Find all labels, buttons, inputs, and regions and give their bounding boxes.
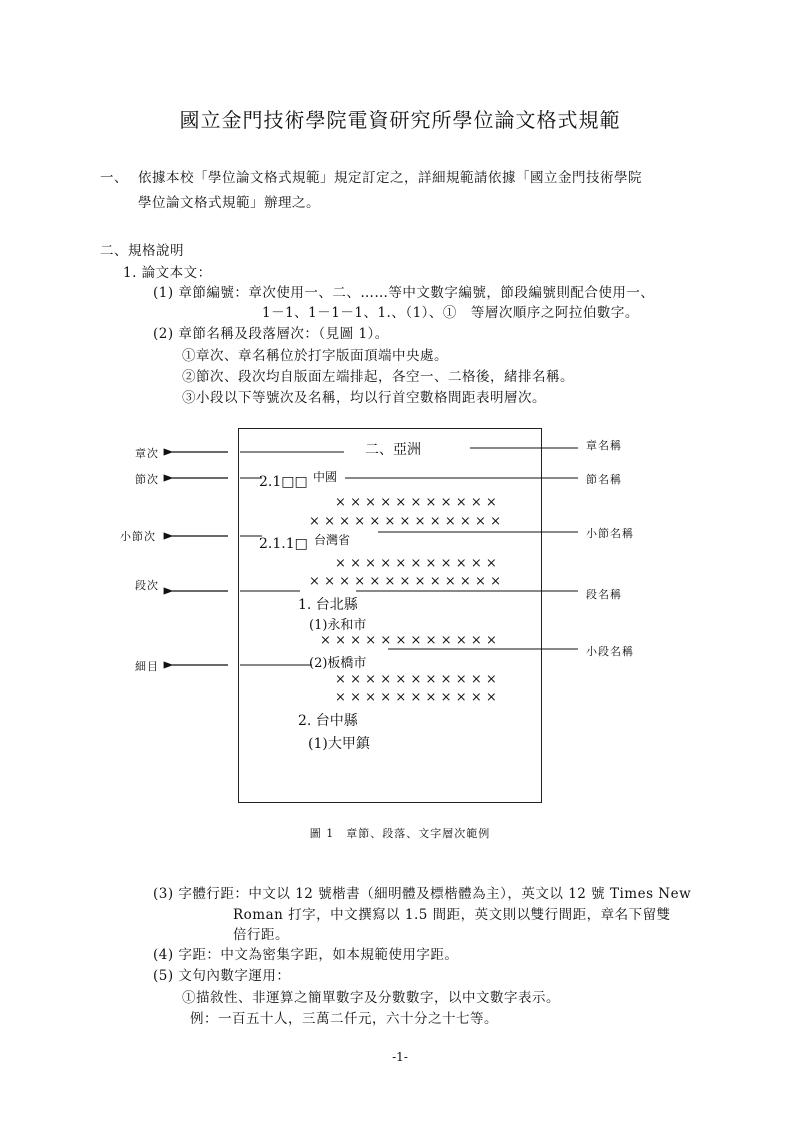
item2-c: ③小段以下等號次及名稱，均以行首空數格間距表明層次。 <box>182 390 546 406</box>
item5-a: ①描敘性、非運算之簡單數字及分數數字，以中文數字表示。 <box>182 990 560 1006</box>
item1-line1: (1) 章節編號：章次使用一、二、……等中文數字編號，節段編號則配合使用一、 <box>153 285 655 301</box>
label-subparagraph-name: 小段名稱 <box>586 645 634 658</box>
item2: (2) 章節名稱及段落層次：（見圖 1）。 <box>153 326 389 342</box>
label-subsection-name: 小節名稱 <box>586 527 634 540</box>
fig-para1-sub2: (2)板橋市 <box>309 656 367 671</box>
item5-example: 例：一百五十人，三萬二仟元，六十分之十七等。 <box>190 1011 498 1027</box>
figure-caption: 圖 1 章節、段落、文字層次範例 <box>309 827 491 840</box>
item3-line2: Roman 打字，中文撰寫以 1.5 間距，英文則以雙行間距，章名下留雙 <box>233 907 671 923</box>
label-paragraph: 段次 <box>135 579 159 592</box>
label-subsection: 小節次 <box>120 530 156 543</box>
label-chapter-name: 章名稱 <box>586 439 622 452</box>
label-section: 節次 <box>135 473 159 486</box>
section1-line2: 學位論文格式規範」辦理之。 <box>138 195 320 211</box>
fig-x-row-5: ×××××××××××× <box>320 633 502 648</box>
item2-b: ②節次、段次均自版面左端排起，各空一、二格後，緒排名稱。 <box>182 369 574 385</box>
fig-para2-sub1: (1)大甲鎮 <box>308 736 370 752</box>
item1-line2: 1－1、1－1－1、1.、（1）、① 等層次順序之阿拉伯數字。 <box>262 305 639 321</box>
fig-section-no: 2.1□□ <box>259 474 308 490</box>
fig-para2: 2. 台中縣 <box>298 713 358 729</box>
item5: (5) 文句內數字運用： <box>153 968 291 984</box>
page-title: 國立金門技術學院電資研究所學位論文格式規範 <box>179 108 621 132</box>
label-paragraph-name: 段名稱 <box>586 588 622 601</box>
fig-section-title: 中國 <box>313 470 338 484</box>
section2-heading: 二、規格說明 <box>100 243 184 259</box>
section2-sub1: 1. 論文本文： <box>123 265 212 281</box>
fig-para1-sub1: (1)永和市 <box>309 618 367 633</box>
section1-line1: 依據本校「學位論文格式規範」規定訂定之，詳細規範請依據「國立金門技術學院 <box>138 170 642 186</box>
fig-chapter: 二、亞洲 <box>365 442 421 458</box>
item3-line1: (3) 字體行距：中文以 12 號楷書（細明體及標楷體為主），英文以 12 號 Times New <box>153 886 692 902</box>
item3-line3: 倍行距。 <box>233 927 289 943</box>
fig-subsection-title: 台灣省 <box>314 533 351 547</box>
fig-para1: 1. 台北縣 <box>298 597 358 613</box>
fig-x-row-2: ××××××××××××× <box>309 514 506 529</box>
item2-a: ①章次、章名稱位於打字版面頂端中央處。 <box>182 348 448 364</box>
fig-x-row-3: ××××××××××× <box>335 556 502 571</box>
fig-subsection-no: 2.1.1□ <box>259 536 308 552</box>
fig-x-row-6: ××××××××××× <box>335 672 502 687</box>
label-chapter: 章次 <box>135 447 159 460</box>
item4: (4) 字距：中文為密集字距，如本規範使用字距。 <box>153 947 459 963</box>
fig-x-row-4: ××××××××××××× <box>309 574 506 589</box>
fig-x-row-7: ××××××××××× <box>335 690 502 705</box>
label-section-name: 節名稱 <box>586 473 622 486</box>
page-number: -1- <box>392 1050 408 1064</box>
section1-marker: 一、 <box>100 170 128 186</box>
label-detail: 細目 <box>135 660 159 673</box>
fig-x-row-1: ××××××××××× <box>335 495 502 510</box>
